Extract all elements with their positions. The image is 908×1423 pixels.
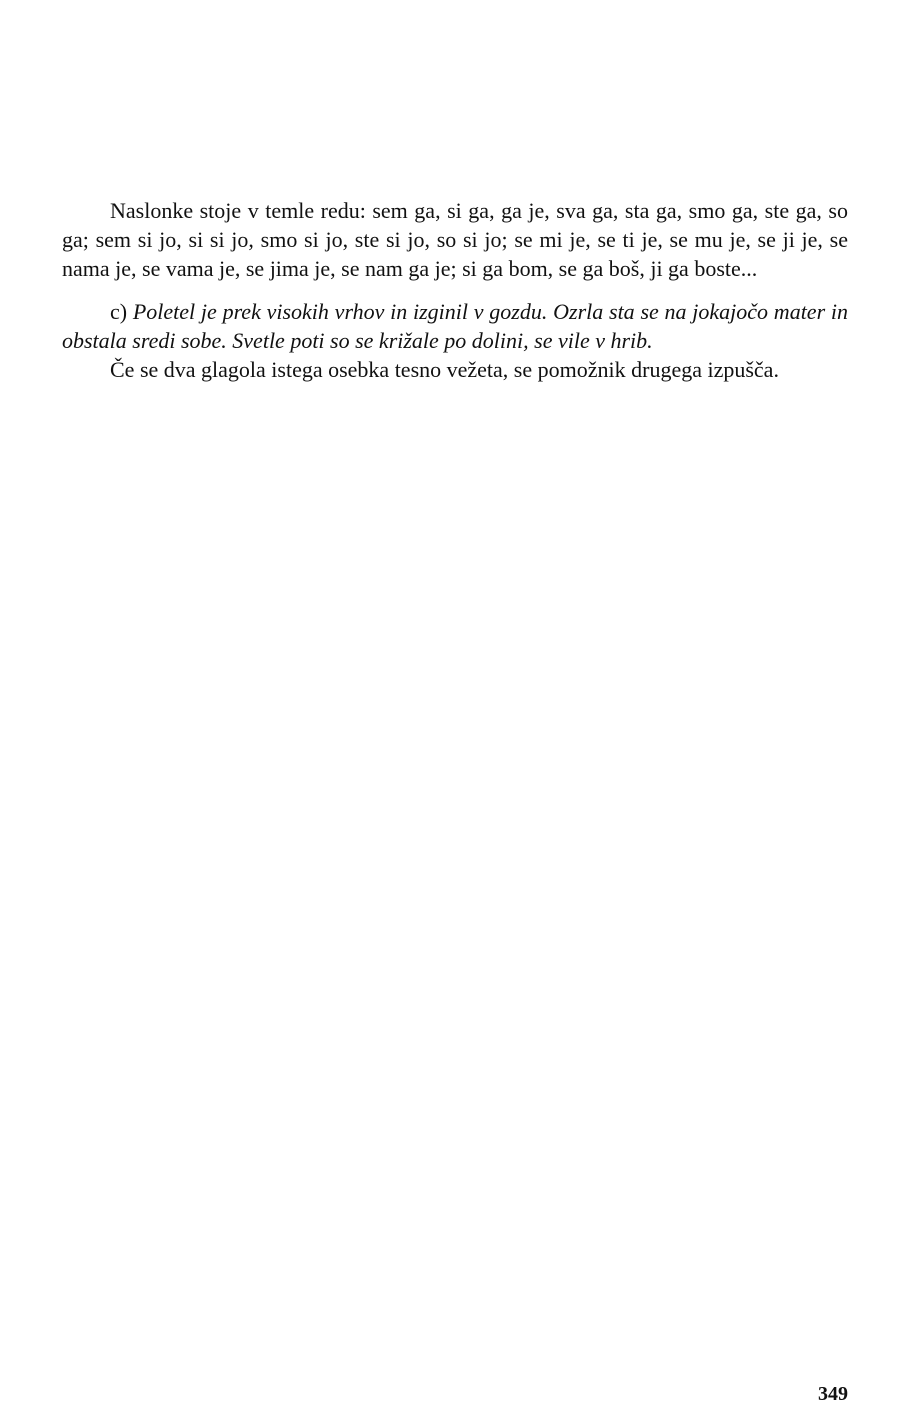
paragraph-rule: Če se dva glagola istega osebka tesno vežeta, se pomožnik drugega izpušča. [110,357,779,382]
examples-text: Poletel je prek visokih vrhov in izginil v gozdu. Ozrla sta se na jokajočo mater in obstala sredi sobe. Svetle poti so se križale po dolini, se vile v hrib. [62,299,848,353]
text-block [62,196,848,384]
page-number: 349 [818,1383,848,1405]
paragraph-clitic-order: Naslonke stoje v temle redu: sem ga, si ga, ga je, sva ga, sta ga, smo ga, ste ga, so ga; sem si jo, si si jo, smo si jo, ste si jo, so si jo; se mi je, se ti je, se mu je, se ji je, se nama je, se vama je, se jima je, se nam ga je; si ga bom, se ga boš, ji ga boste... [62,198,848,281]
examples-label: c) [110,299,128,324]
paragraph-examples [62,297,848,355]
